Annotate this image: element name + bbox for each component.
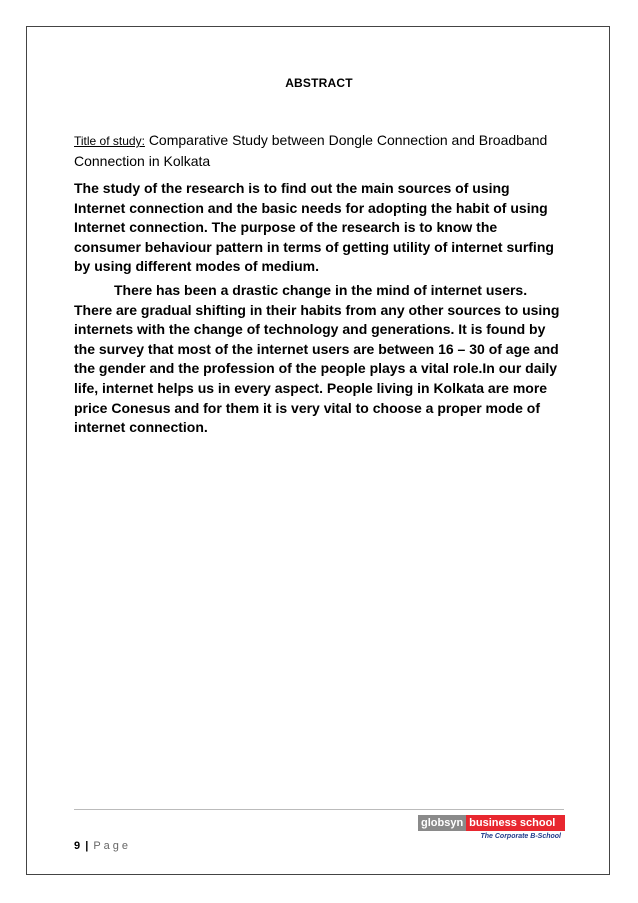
abstract-body <box>74 179 564 442</box>
title-of-study <box>74 130 564 171</box>
title-text: Comparative Study between Dongle Connection and Broadband Connection in Kolkata <box>74 132 548 169</box>
paragraph-2: There has been a drastic change in the mind of internet users. There are gradual shifting in their habits from any other sources to using internets with the change of technology and generations. It is found by the survey that most of the internet users are between 16 – 30 of age and the gender and the profession of the people plays a vital role.In our daily life, internet helps us in every aspect. People living in Kolkata are more price Conesus and for them it is very vital to choose a proper mode of internet connection. <box>74 281 560 436</box>
logo-right-text: business school <box>466 815 565 831</box>
paragraph-1: The study of the research is to find out the main sources of using Internet connection and the basic needs for adopting the habit of using Internet connection. The purpose of the research is to know the consumer behaviour pattern in terms of getting utility of internet surfing by using different modes of medium. <box>74 180 554 275</box>
abstract-heading: ABSTRACT <box>285 76 353 90</box>
logo-wordmark <box>418 815 565 831</box>
page-number-separator: | <box>85 840 89 852</box>
logo-left-text: globsyn <box>418 815 466 831</box>
logo-tagline: The Corporate B-School <box>480 833 561 840</box>
page-number <box>74 840 131 852</box>
page-number-value: 9 <box>74 840 81 852</box>
globsyn-logo <box>418 815 565 845</box>
title-label: Title of study: <box>74 134 145 148</box>
page-word: Page <box>93 840 132 852</box>
footer-divider <box>74 809 564 810</box>
